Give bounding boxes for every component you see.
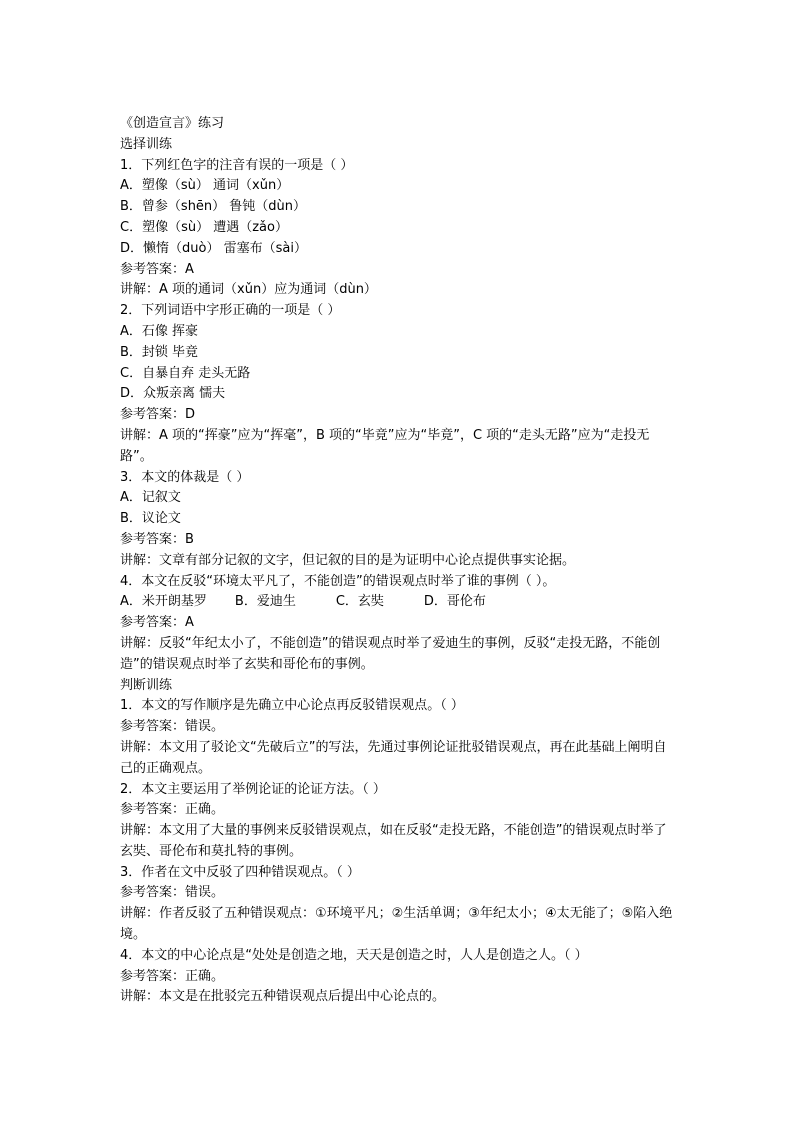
q4-option-b: B．爱迪生 — [234, 594, 296, 610]
q3-stem: 3．本文的体裁是（ ） — [120, 469, 250, 485]
j2-explanation: 讲解：本文用了大量的事例来反驳错误观点，如在反驳“走投无路，不能创造”的错误观点时举了玄奘、哥伦布和莫扎特的事例。 — [120, 823, 667, 859]
j2-answer: 参考答案：正确。 — [120, 802, 225, 818]
q1-option-a: A．塑像（sù） 通词（xǔn） — [120, 178, 290, 194]
q1-stem: 1．下列红色字的注音有误的一项是（ ） — [120, 157, 354, 173]
section-heading-judge: 判断训练 — [120, 677, 173, 693]
q3-answer: 参考答案：B — [120, 531, 194, 547]
q4-option-c: C．玄奘 — [335, 594, 384, 610]
j3-stem: 3．作者在文中反驳了四种错误观点。（ ） — [120, 864, 360, 880]
q3-explanation: 讲解：文章有部分记叙的文字，但记叙的目的是为证明中心论点提供事实论据。 — [120, 552, 576, 568]
q4-stem: 4．本文在反驳“环境太平凡了，不能创造”的错误观点时举了谁的事例（ ）。 — [120, 573, 556, 589]
document-title: 《创造宣言》练习 — [120, 116, 225, 131]
j1-stem: 1．本文的写作顺序是先确立中心论点再反驳错误观点。（ ） — [120, 698, 464, 714]
q4-answer: 参考答案：A — [120, 615, 194, 631]
q1-answer: 参考答案：A — [120, 261, 194, 277]
q4-options — [120, 592, 678, 613]
q4-explanation: 讲解：反驳“年纪太小了，不能创造”的错误观点时举了爱迪生的事例，反驳“走投无路，不能创造”的错误观点时举了玄奘和哥伦布的事例。 — [120, 635, 661, 672]
section-heading-choice: 选择训练 — [120, 136, 173, 152]
q1-option-c: C．塑像（sù） 遭遇（zǎo） — [120, 219, 288, 235]
j4-answer: 参考答案：正确。 — [120, 968, 225, 984]
j4-stem: 4．本文的中心论点是“处处是创造之地，天天是创造之时，人人是创造之人。（ ） — [120, 947, 588, 963]
document-page — [120, 114, 678, 1008]
q2-answer: 参考答案：D — [120, 407, 196, 423]
q1-explanation: 讲解：A 项的通词（xǔn）应为通词（dùn） — [120, 282, 377, 298]
q2-option-b: B．封锁 毕竟 — [120, 344, 199, 360]
q2-stem: 2．下列词语中字形正确的一项是（ ） — [120, 303, 341, 319]
q1-option-b: B．曾参（shēn） 鲁钝（dùn） — [120, 199, 307, 215]
j3-answer: 参考答案：错误。 — [120, 885, 225, 901]
q2-explanation: 讲解：A 项的“挥豪”应为“挥毫”，B 项的“毕竟”应为“毕竟”，C 项的“走头无路”应为“走投无路”。 — [120, 427, 650, 464]
j2-stem: 2．本文主要运用了举例论证的论证方法。（ ） — [120, 781, 386, 797]
q1-option-d: D．懒惰（duò） 雷塞布（sài） — [120, 240, 307, 256]
j4-explanation: 讲解：本文是在批驳完五种错误观点后提出中心论点的。 — [120, 989, 446, 1005]
q4-option-d: D．哥伦布 — [423, 594, 486, 610]
j1-explanation: 讲解：本文用了驳论文“先破后立”的写法，先通过事例论证批驳错误观点，再在此基础上阐明自己的正确观点。 — [120, 739, 667, 776]
q3-option-a: A．记叙文 — [120, 490, 181, 506]
q2-option-a: A．石像 挥豪 — [120, 323, 199, 339]
q4-option-a: A．米开朗基罗 — [120, 594, 207, 610]
q3-option-b: B．议论文 — [120, 511, 181, 527]
j1-answer: 参考答案：错误。 — [120, 719, 225, 735]
q2-option-c: C．自暴自弃 走头无路 — [120, 365, 251, 381]
q2-option-d: D．众叛亲离 懦夫 — [120, 386, 226, 402]
j3-explanation: 讲解：作者反驳了五种错误观点：①环境平凡；②生活单调；③年纪太小；④太无能了；⑤陷入绝境。 — [120, 906, 673, 943]
